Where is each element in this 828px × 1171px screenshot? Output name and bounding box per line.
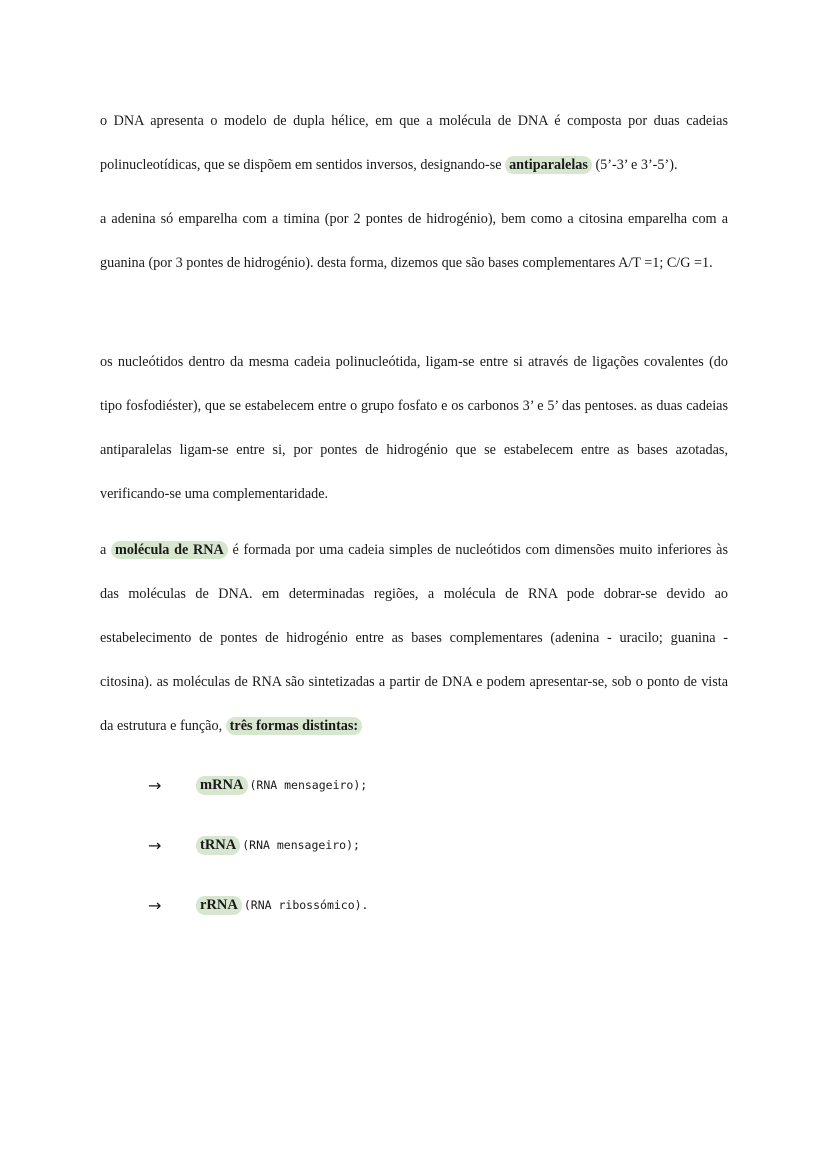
arrow-right-icon: → bbox=[148, 895, 162, 915]
paragraph-nucleotide-bonds: os nucleótidos dentro da mesma cadeia polinucleótida, ligam-se entre si através de ligações covalentes (do tipo fosfodiéster), que se estabelecem entre o grupo fosfato e os carbonos 3’ e 5’ das pentoses. as duas cadeias antiparalelas ligam-se entre si, por pontes de hidrogénio que se estabelecem entre as bases azotadas, verificando-se uma complementaridade. bbox=[100, 354, 728, 502]
highlight-molecula-de-rna: molécula de RNA bbox=[111, 541, 228, 559]
term-description: (RNA mensageiro); bbox=[242, 838, 360, 852]
paragraph-text: a bbox=[100, 542, 112, 558]
term-rrna: rRNA bbox=[196, 896, 242, 915]
list-item bbox=[148, 834, 548, 856]
paragraph-text: é formada por uma cadeia simples de nucleótidos com dimensões muito inferiores às das moléculas de DNA. em determinadas regiões, a molécula de RNA pode dobrar-se devido ao estabelecimento de pontes de hidrogénio entre as bases complementares (adenina - uracilo; guanina - citosina). as moléculas de RNA são sintetizadas a partir de DNA e podem apresentar-se, sob o ponto de vista da estrutura e função, bbox=[100, 542, 728, 734]
term-description: (RNA mensageiro); bbox=[249, 778, 368, 792]
paragraph-base-pairing: a adenina só emparelha com a timina (por 2 pontes de hidrogénio), bem como a citosina emparelha com a guanina (por 3 pontes de hidrogénio). desta forma, dizemos que são bases complementares A/T =1; C/G =1. bbox=[100, 211, 728, 271]
arrow-right-icon: → bbox=[148, 775, 162, 795]
highlight-antiparalelas: antiparalelas bbox=[505, 156, 592, 174]
paragraph-text: o DNA apresenta o modelo de dupla hélice, em que a molécula de DNA é composta por duas cadeias polinucleotídicas, que se dispõem em sentidos inversos, designando-se bbox=[100, 113, 728, 173]
list-item bbox=[148, 894, 548, 916]
term-description: (RNA ribossómico). bbox=[243, 898, 369, 912]
term-mrna: mRNA bbox=[196, 776, 248, 795]
list-item bbox=[148, 774, 548, 796]
term-trna: tRNA bbox=[196, 836, 240, 855]
paragraph-rna-molecule bbox=[100, 528, 728, 748]
arrow-right-icon: → bbox=[148, 835, 162, 855]
paragraph-dna-double-helix bbox=[100, 99, 728, 187]
highlight-tres-formas: três formas distintas: bbox=[226, 717, 362, 735]
paragraph-text: (5’-3’ e 3’-5’). bbox=[591, 157, 678, 173]
